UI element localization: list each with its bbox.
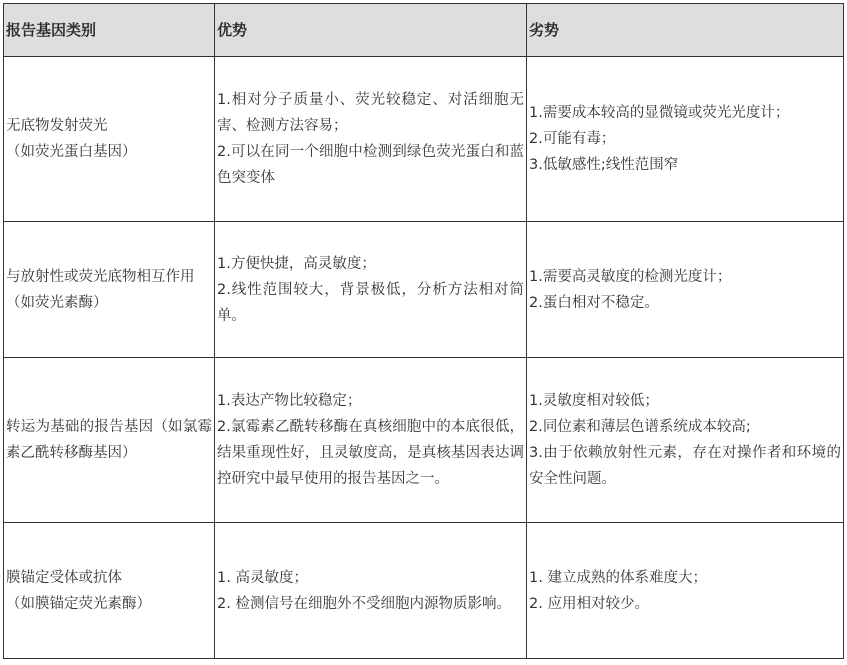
disadvantage-item: 1. 建立成熟的体系难度大； <box>529 569 707 586</box>
disadvantages-cell <box>527 57 844 222</box>
table-row <box>4 57 844 222</box>
category-line: 膜锚定受体或抗体 <box>6 569 122 586</box>
category-cell <box>4 523 215 659</box>
advantage-item: 2.氯霉素乙酰转移酶在真核细胞中的本底很低，结果重现性好，且灵敏度高，是真核基因表达调控研究中最早使用的报告基因之一。 <box>217 419 524 487</box>
advantage-item: 1.表达产物比较稳定； <box>217 393 362 409</box>
disadvantages-cell <box>527 358 844 523</box>
disadvantage-item: 2.蛋白相对不稳定。 <box>529 294 659 311</box>
disadvantage-item: 2. 应用相对较少。 <box>529 595 649 612</box>
advantage-item: 1. 高灵敏度； <box>217 569 308 586</box>
disadvantage-item: 3.由于依赖放射性元素，存在对操作者和环境的安全性问题。 <box>529 445 841 487</box>
category-cell <box>4 222 215 358</box>
category-cell <box>4 57 215 222</box>
header-advantages: 优势 <box>215 4 527 57</box>
header-category: 报告基因类别 <box>4 4 215 57</box>
header-disadvantages: 劣势 <box>527 4 844 57</box>
disadvantage-item: 1.需要成本较高的显微镜或荧光光度计； <box>529 105 790 121</box>
table-row <box>4 222 844 358</box>
category-line: （如荧光蛋白基因） <box>6 144 137 160</box>
table-row <box>4 358 844 523</box>
advantage-item: 2.线性范围较大，背景极低，分析方法相对简单。 <box>217 281 524 324</box>
disadvantage-item: 1.需要高灵敏度的检测光度计； <box>529 268 732 285</box>
disadvantages-cell <box>527 222 844 358</box>
table-row <box>4 523 844 659</box>
advantage-item: 2. 检测信号在细胞外不受细胞内源物质影响。 <box>217 595 511 612</box>
disadvantage-item: 2.可能有毒； <box>529 131 616 147</box>
disadvantages-cell <box>527 523 844 659</box>
advantage-item: 1.方便快捷，高灵敏度； <box>217 255 376 272</box>
disadvantage-item: 2.同位素和薄层色谱系统成本较高; <box>529 419 751 435</box>
category-line: 转运为基础的报告基因（如氯霉素乙酰转移酶基因） <box>6 419 212 461</box>
advantages-cell <box>215 57 527 222</box>
advantages-cell <box>215 358 527 523</box>
table-header-row <box>4 4 844 57</box>
category-cell <box>4 358 215 523</box>
category-line: 无底物发射荧光 <box>6 118 108 134</box>
category-line: （如膜锚定荧光素酶） <box>6 595 151 612</box>
category-line: （如荧光素酶） <box>6 294 108 311</box>
category-line: 与放射性或荧光底物相互作用 <box>6 268 195 285</box>
advantage-item: 2.可以在同一个细胞中检测到绿色荧光蛋白和蓝色突变体 <box>217 144 524 186</box>
advantages-cell <box>215 222 527 358</box>
reporter-gene-table <box>3 3 844 659</box>
disadvantage-item: 1.灵敏度相对较低； <box>529 393 659 409</box>
disadvantage-item: 3.低敏感性;线性范围窄 <box>529 157 679 173</box>
advantage-item: 1.相对分子质量小、荧光较稳定、对活细胞无害、检测方法容易； <box>217 92 524 134</box>
advantages-cell <box>215 523 527 659</box>
